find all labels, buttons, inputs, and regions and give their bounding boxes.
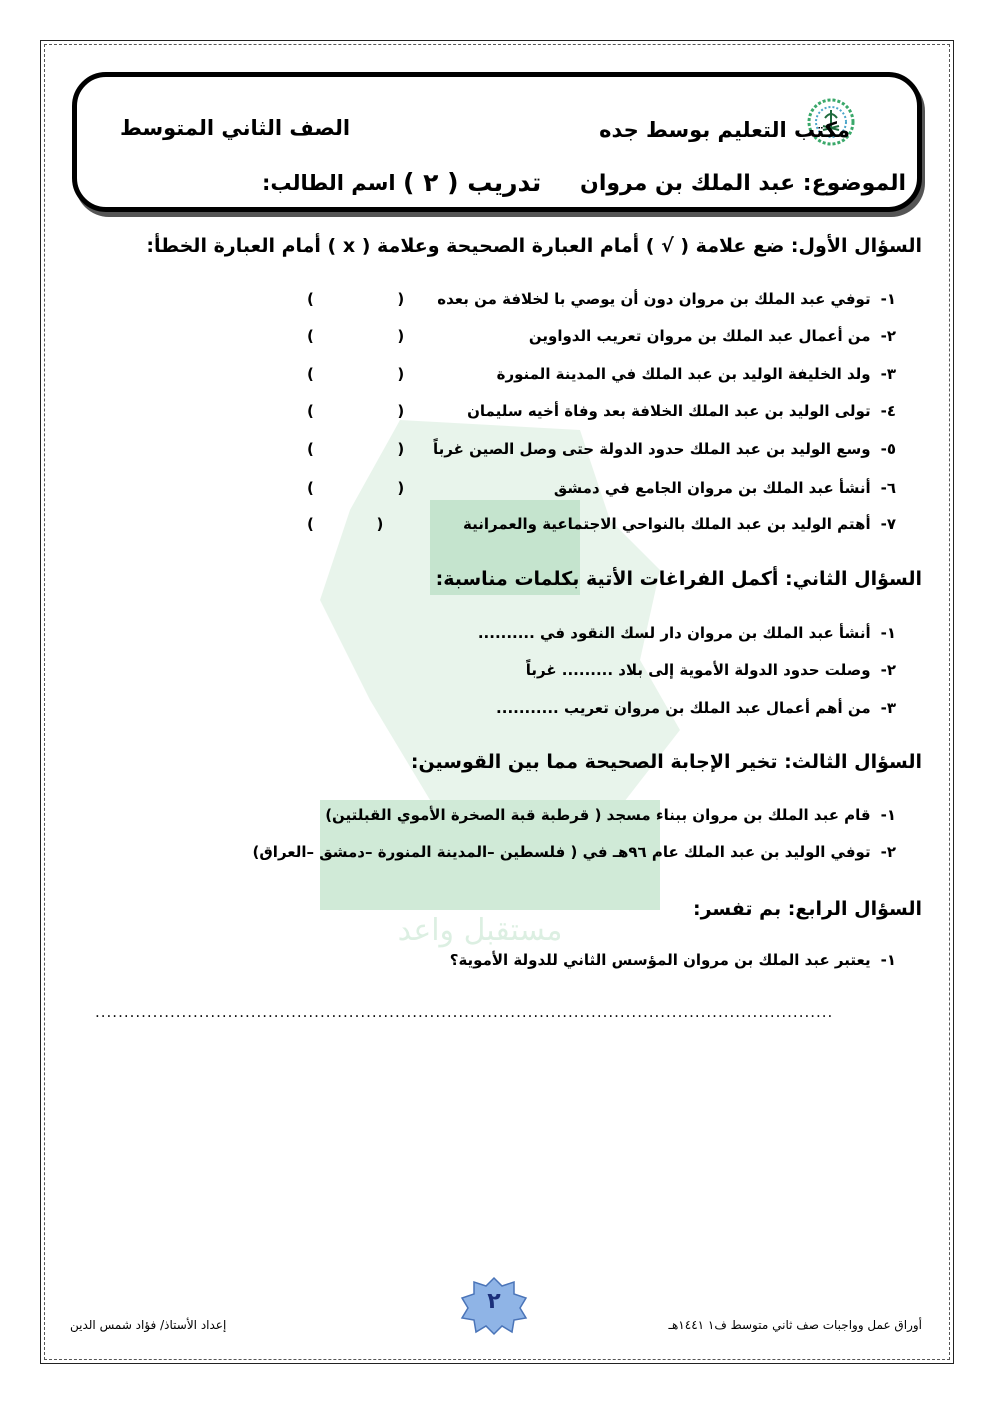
q1-item-4: ٤-تولى الوليد بن عبد الملك الخلافة بعد وفاة أخيه سليمان [467,402,896,420]
topic-label: الموضوع: عبد الملك بن مروان [580,171,906,196]
answer-box-5[interactable]: ( ) [307,440,405,458]
answer-box-4[interactable]: ( ) [307,402,405,420]
grade-label: الصف الثاني المتوسط [120,116,351,140]
exercise-number: تدريب ( ٢ ) [403,168,542,197]
q3-item-1: ١-قام عبد الملك بن مروان ببناء مسجد ( قرطبة قبة الصخرة الأموي القبلتين) [325,806,896,824]
svg-text:مستقبل واعد: مستقبل واعد [397,913,563,948]
question-2-title: السؤال الثاني: أكمل الفراغات الأتية بكلمات مناسبة: [435,568,922,590]
q1-item-2: ٢-من أعمال عبد الملك بن مروان تعريب الدواوين [528,327,896,345]
q2-item-3: ٣-من أهم أعمال عبد الملك بن مروان تعريب ........... [496,699,896,717]
footer-author: إعداد الأستاذ/ فؤاد شمس الدين [70,1318,227,1332]
education-office: مكتب التعليم بوسط جده [599,118,850,142]
q1-item-1: ١-توفي عبد الملك بن مروان دون أن يوصي با لخلافة من بعده [437,290,896,308]
question-3-title: السؤال الثالث: تخير الإجابة الصحيحة مما بين القوسين: [410,751,922,773]
page-number: ٢ [487,1289,501,1314]
q4-item-1: ١-يعتبر عبد الملك بن مروان المؤسس الثاني للدولة الأموية؟ [449,951,896,969]
q2-item-1: ١-أنشأ عبد الملك بن مروان دار لسك النقود في .......... [477,624,896,642]
answer-box-1[interactable]: ( ) [307,290,405,308]
q1-item-7: ٧-أهتم الوليد بن عبد الملك بالنواحي الاجتماعية والعمرانية [463,515,896,533]
answer-box-2[interactable]: ( ) [307,327,405,345]
answer-box-3[interactable]: ( ) [307,365,405,383]
q2-item-2: ٢-وصلت حدود الدولة الأموية إلى بلاد ......... غرباً [525,661,896,679]
q3-item-2: ٢-توفي الوليد بن عبد الملك عام ٩٦هـ في ( فلسطين –المدينة المنورة –دمشق –العراق) [252,843,896,861]
q1-item-3: ٣-ولد الخليفة الوليد بن عبد الملك في المدينة المنورة [496,365,896,383]
answer-box-6[interactable]: ( ) [307,479,405,497]
footer-title: أوراق عمل وواجبات صف ثاني متوسط ف١ ١٤٤١هـ [668,1318,922,1332]
student-name-label: اسم الطالب: [262,171,396,195]
q1-item-6: ٦-أنشأ عبد الملك بن مروان الجامع في دمشق [553,479,896,497]
question-4-title: السؤال الرابع: بم تفسر: [692,898,922,920]
answer-line[interactable]: ................................................................................................................................ [95,1003,834,1021]
question-1-title: السؤال الأول: ضع علامة ( √ ) أمام العبارة الصحيحة وعلامة ( x ) أمام العبارة الخطأ: [146,235,922,257]
q1-item-5: ٥-وسع الوليد بن عبد الملك حدود الدولة حتى وصل الصين غرباً [433,440,896,458]
answer-box-7[interactable]: ( ) [307,515,384,533]
